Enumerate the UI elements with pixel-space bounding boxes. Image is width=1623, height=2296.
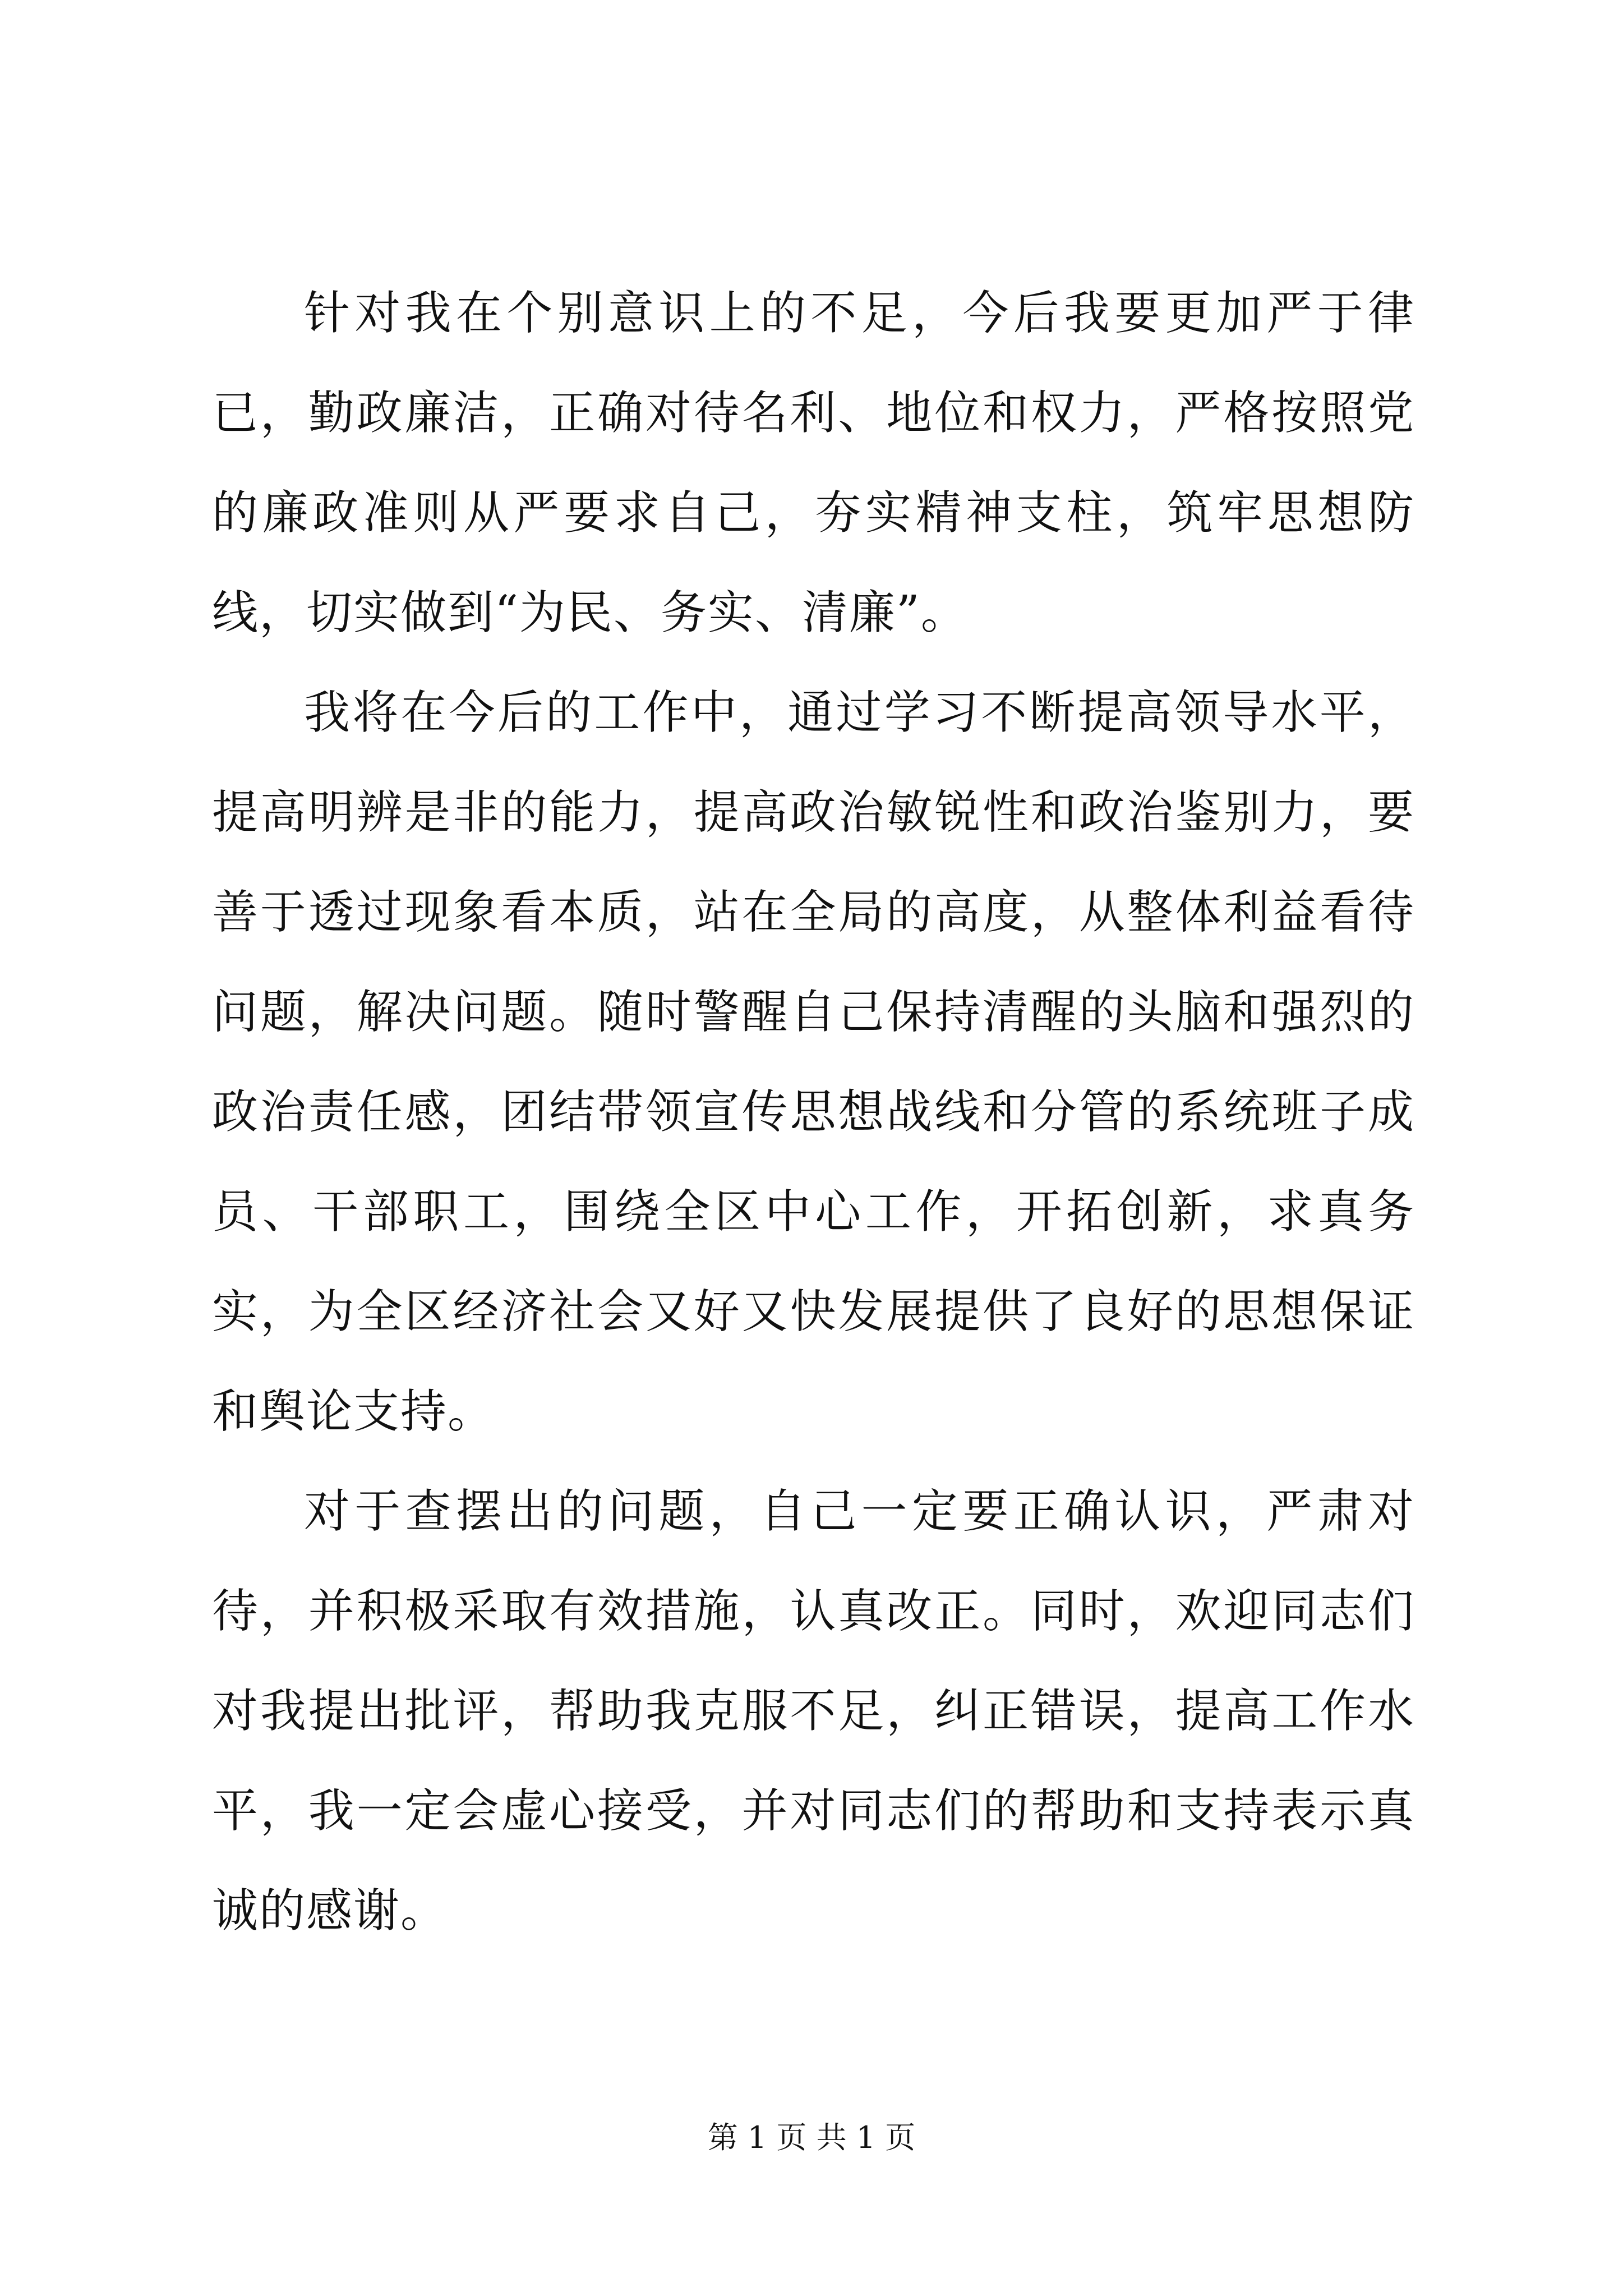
paragraph-1: 针对我在个别意识上的不足，今后我要更加严于律已，勤政廉洁，正确对待名利、地位和权力，严格按照党的廉政准则从严要求自己，夯实精神支柱，筑牢思想防线，切实做到“为民、务实、清廉”。 — [212, 287, 1415, 639]
document-body — [212, 264, 1415, 1961]
page-number-footer: 第 1 页 共 1 页 — [707, 2120, 916, 2155]
paragraph-3: 对于查摆出的问题，自己一定要正确认识，严肃对待，并积极采取有效措施，认真改正。同时，欢迎同志们对我提出批评，帮助我克服不足，纠正错误，提高工作水平，我一定会虚心接受，并对同志们的帮助和支持表示真诚的感谢。 — [212, 1485, 1415, 1938]
paragraph-2: 我将在今后的工作中，通过学习不断提高领导水平，提高明辨是非的能力，提高政治敏锐性和政治鉴别力，要善于透过现象看本质，站在全局的高度，从整体利益看待问题，解决问题。随时警醒自己保持清醒的头脑和强烈的政治责任感，团结带领宣传思想战线和分管的系统班子成员、干部职工，围绕全区中心工作，开拓创新，求真务实，为全区经济社会又好又快发展提供了良好的思想保证和舆论支持。 — [212, 686, 1415, 1438]
